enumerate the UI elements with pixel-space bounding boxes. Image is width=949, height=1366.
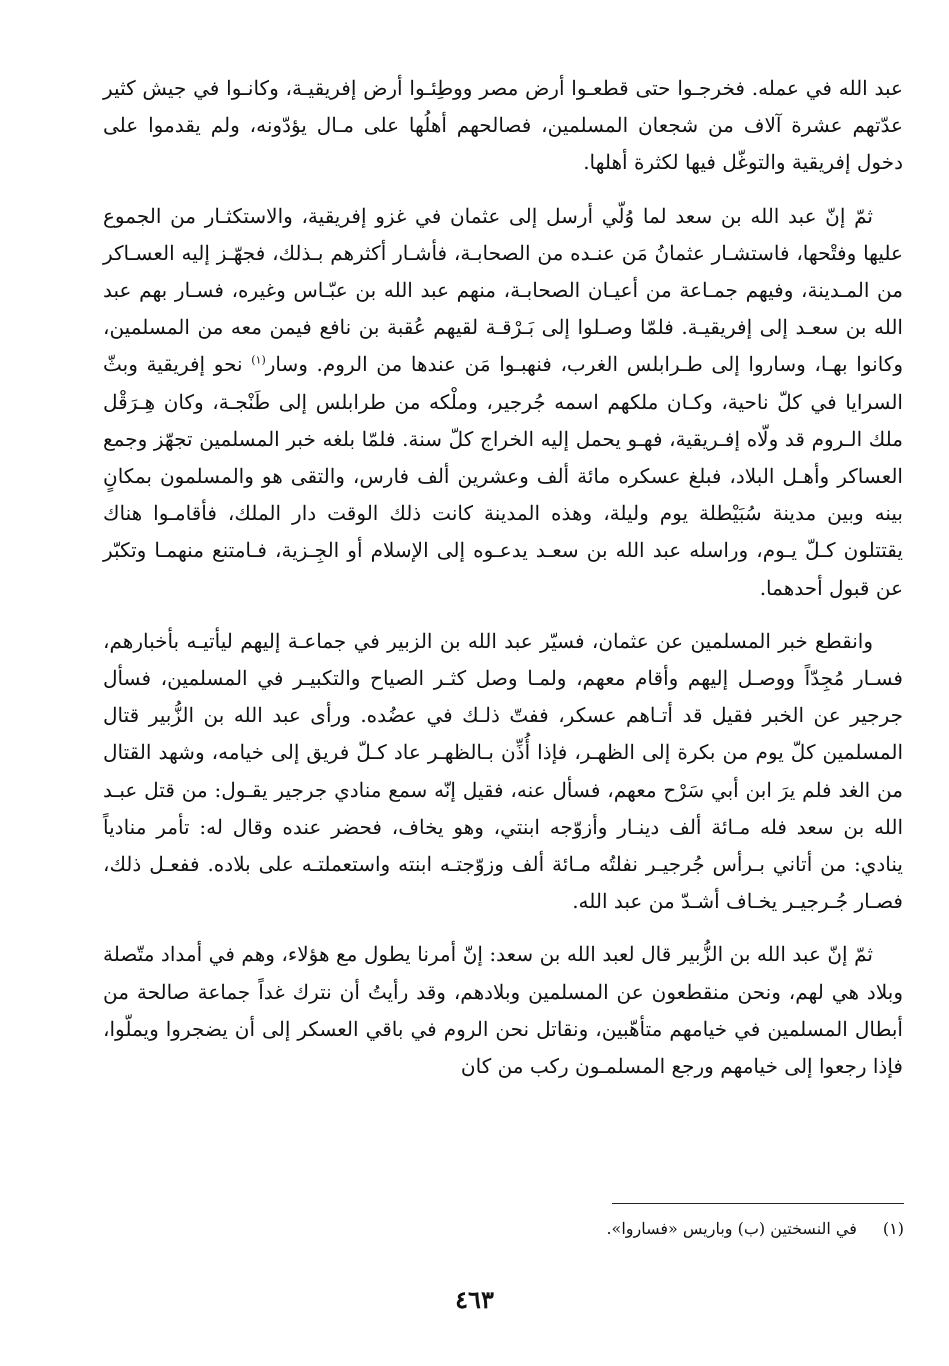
main-text	[103, 70, 903, 1085]
footnote-number: (١)	[882, 1219, 904, 1238]
page-number: ٤٦٣	[455, 1285, 494, 1314]
paragraph-2-part-2: نحو إفريقية وبثّ السرايا في كلّ ناحية، وكـان ملكهم اسمه جُرجير، وملْكه من طرابلس إلى طَنْجـة، وكان هِـرَقْل ملك الـروم قد ولّاه إفـريقية، فهـو يحمل إليه الخراج كلّ سنة. فلمّا بلغه خبر المسلمين تجهّز وجمع العساكر وأهـل البلاد، فبلغ عسكره مائة ألف وعشرين ألف فارس، والتقى هو والمسلمون بمكانٍ بينه وبين مدينة سُبَيْطلة يوم وليلة، وهذه المدينة كانت ذلك الوقت دار الملك، فأقامـوا هناك يقتتلون كـلّ يـوم، وراسله عبد الله بن سعـد يدعـوه إلى الإسلام أو الجِـزية، فـامتنع منهمـا وتكبّر عن قبول أحدهما.	[103, 352, 903, 600]
paragraph-4: ثمّ إنّ عبد الله بن الزُّبير قال لعبد الله بن سعد: إنّ أمرنا يطول مع هؤلاء، وهم في أمداد متّصلة وبلاد هي لهم، ونحن منقطعون عن المسلمين وبلادهم، وقد رأيتُ أن نترك غداً جماعة صالحة من أبطال المسلمين في خيامهم متأهّبين، ونقاتل نحن الروم في باقي العسكر إلى أن يضجروا ويملّوا، فإذا رجعوا إلى خيامهم ورجع المسلمـون ركب من كان	[103, 942, 903, 1079]
footnote	[360, 1216, 904, 1242]
footnote-text: في النسختين (ب) وباريس «فساروا».	[606, 1219, 857, 1238]
footnote-divider	[612, 1203, 904, 1204]
paragraph-1: عبد الله في عمله. فخرجـوا حتى قطعـوا أرض مصر ووطِئـوا أرض إفريقيـة، وكانـوا في جيش كثير عدّتهم عشرة آلاف من شجعان المسلمين، فصالحهم أهلُها على مـال يؤدّونه، ولم يقدموا على دخول إفريقية والتوغّل فيها لكثرة أهلها.	[103, 76, 903, 175]
paragraph-2	[103, 198, 903, 607]
paragraph-3: وانقطع خبر المسلمين عن عثمان، فسيّر عبد الله بن الزبير في جماعـة إليهم ليأتيـه بأخبارهم، فسـار مُجِدّاً ووصـل إليهم وأقام معهم، ولمـا وصل كثـر الصياح والتكبيـر في المسلمين، فسأل جرجير عن الخبر فقيل قد أتـاهم عسكر، ففتّ ذلـك في عضُده. ورأى عبد الله بن الزُّبير قتال المسلمين كلّ يوم من بكرة إلى الظهـر، فإذا أُذِّن بـالظهـر عاد كـلّ فريق إلى خيامه، وشهد القتال من الغد فلم يرَ ابن أبي سَرْح معهم، فسأل عنه، فقيل إنّه سمع منادي جرجير يقـول: من قتل عبـد الله بن سعد فله مـائة ألف دينـار وأزوّجه ابنتي، وهو يخاف، فحضر عنده وقال له: تأمر منادياً ينادي: من أتاني بـرأس جُرجيـر نفلتُه مـائة ألف وزوّجتـه ابنته واستعملتـه على بلاده. ففعـل ذلك، فصـار جُـرجيـر يخـاف أشـدّ من عبد الله.	[103, 628, 903, 914]
paragraph-2-part-1: ثمّ إنّ عبد الله بن سعد لما وُلّي أرسل إلى عثمان في غزو إفريقية، والاستكثـار من الجموع عليها وفتْحها، فاستشـار عثمانُ مَن عنـده من الصحابـة، فأشـار أكثرهم بـذلك، فجهّـز إليه العسـاكر من المـدينة، وفيهم جمـاعة من أعيـان الصحابـة، منهم عبد الله بن عبّـاس وغيره، فسـار بهم عبد الله بن سعـد إلى إفريقيـة. فلمّا وصـلوا إلى بَـرْقـة لقيهم عُقبة بن نافع فيمن معه من المسلمين، وكانوا بهـا، وساروا إلى طـرابلس الغرب، فنهبـوا مَن عندها من الروم. وسار	[103, 203, 903, 377]
footnote-reference: (١)	[251, 353, 266, 367]
